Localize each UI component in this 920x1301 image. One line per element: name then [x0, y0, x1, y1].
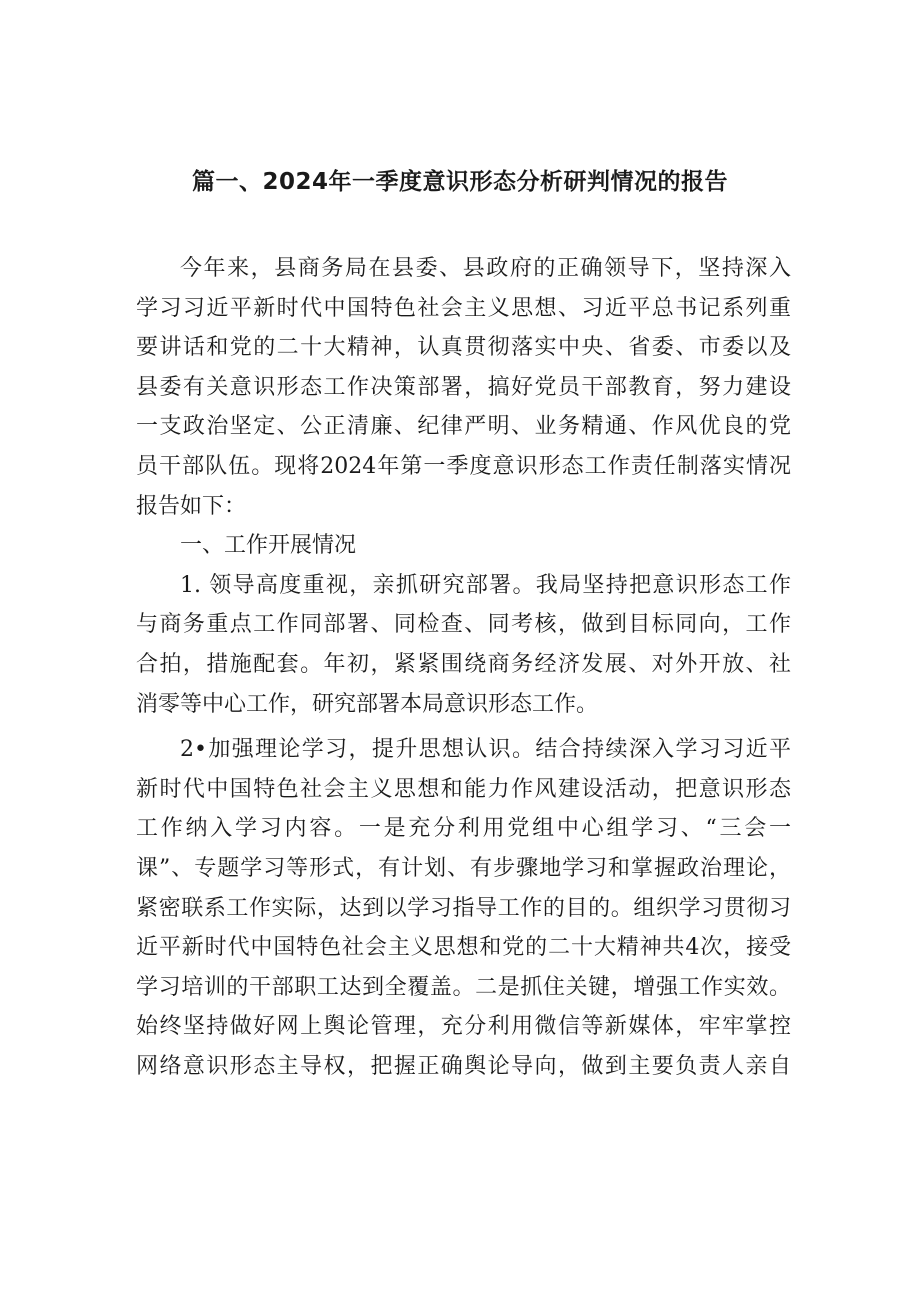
text-line: 工作纳入学习内容。一是充分利用党组中心组学习、“三会一 — [136, 816, 791, 842]
text-line: 合拍，措施配套。年初，紧紧围绕商务经济发展、对外开放、社 — [136, 651, 791, 677]
text-line: 要讲话和党的二十大精神，认真贯彻落实中央、省委、市委以及 — [136, 335, 791, 361]
text-line: 网络意识形态主导权，把握正确舆论导向，做到主要负责人亲自 — [136, 1053, 791, 1079]
text-line: 学习习近平新时代中国特色社会主义思想、习近平总书记系列重 — [136, 295, 791, 321]
paragraph-intro — [136, 249, 791, 526]
document-title: 篇一、2024年一季度意识形态分析研判情况的报告 — [191, 169, 728, 195]
paragraph-item-2 — [136, 730, 791, 1086]
text-line: 紧密联系工作实际，达到以学习指导工作的目的。组织学习贯彻习 — [136, 895, 791, 921]
paragraph-item-1 — [136, 566, 791, 724]
text-line: 县委有关意识形态工作决策部署，搞好党员干部教育，努力建设 — [136, 374, 791, 400]
text-line: 课”、专题学习等形式，有计划、有步骤地学习和掌握政治理论， — [136, 855, 791, 881]
text-line: 2•加强理论学习，提升思想认识。结合持续深入学习习近平 — [180, 737, 791, 763]
document-body — [136, 249, 791, 1086]
text-line: 近平新时代中国特色社会主义思想和党的二十大精神共4次，接受 — [136, 935, 791, 961]
text-line: 学习培训的干部职工达到全覆盖。二是抓住关键，增强工作实效。 — [136, 974, 791, 1000]
text-line: 一支政治坚定、公正清廉、纪律严明、业务精通、作风优良的党 — [136, 414, 791, 440]
text-line: 报告如下： — [136, 493, 247, 519]
text-line: 始终坚持做好网上舆论管理，充分利用微信等新媒体，牢牢掌控 — [136, 1014, 791, 1040]
text-line: 今年来，县商务局在县委、县政府的正确领导下，坚持深入 — [180, 256, 791, 281]
text-line: 与商务重点工作同部署、同检查、同考核，做到目标同向，工作 — [136, 612, 791, 638]
section-heading: 一、工作开展情况 — [180, 533, 357, 559]
text-line: 消零等中心工作，研究部署本局意识形态工作。 — [136, 691, 599, 717]
text-line: 员干部队伍。现将2024年第一季度意识形态工作责任制落实情况 — [136, 453, 791, 479]
text-line: 1. 领导高度重视，亲抓研究部署。我局坚持把意识形态工作 — [180, 572, 791, 598]
text-line: 新时代中国特色社会主义思想和能力作风建设活动，把意识形态 — [136, 776, 791, 802]
